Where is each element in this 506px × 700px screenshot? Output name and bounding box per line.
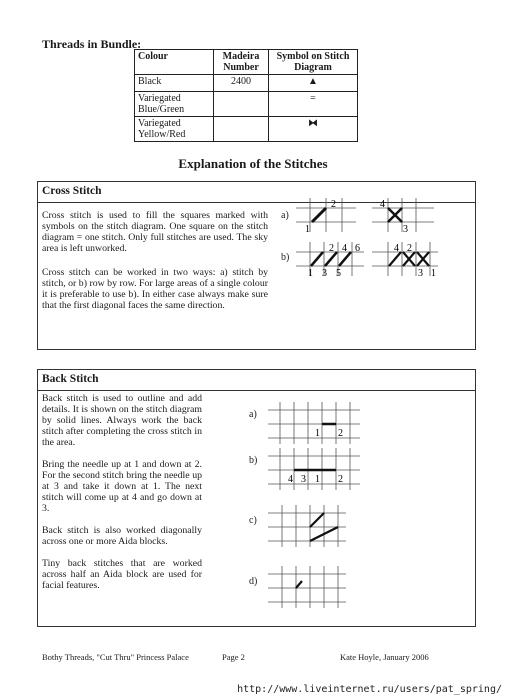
table-row xyxy=(135,75,358,92)
header-colour: Colour xyxy=(135,50,214,75)
row-number xyxy=(214,92,269,117)
triangle-symbol-icon: ▲ xyxy=(269,75,358,92)
cross-stitch-heading: Cross Stitch xyxy=(38,182,475,203)
diagram-number: 2 xyxy=(329,243,334,254)
diagram-number: 3 xyxy=(418,268,423,278)
diagram-number: 1 xyxy=(308,268,313,278)
watermark-url: http://www.liveinternet.ru/users/pat_spring/ xyxy=(237,684,502,695)
back-label-d: d) xyxy=(249,576,258,587)
diagram-number: 2 xyxy=(338,428,343,439)
diagram-number: 1 xyxy=(431,268,436,278)
diagram-number: 4 xyxy=(288,474,293,485)
explanation-title: Explanation of the Stitches xyxy=(178,156,328,171)
diagram-number: 4 xyxy=(380,199,385,210)
header-madeira-number: Madeira Number xyxy=(214,50,269,75)
back-label-a: a) xyxy=(249,409,257,420)
diagram-number: 1 xyxy=(315,474,320,485)
diagram-number: 1 xyxy=(305,224,310,234)
back-stitch-para-3: Back stitch is also worked diagonally across one or more Aida blocks. xyxy=(42,525,202,547)
threads-table xyxy=(134,49,358,142)
diagram-number: 3 xyxy=(301,474,306,485)
threads-title: Threads in Bundle: xyxy=(42,37,142,51)
back-stitch-para-4: Tiny back stitches that are worked across half an Aida block are used for facial features. xyxy=(42,558,202,591)
back-label-b: b) xyxy=(249,455,258,466)
cross-diagram-b2 xyxy=(372,242,438,278)
cross-label-b: b) xyxy=(281,252,290,263)
diagram-number: 2 xyxy=(331,199,336,210)
row-colour: Black xyxy=(135,75,214,92)
footer-page: Page 2 xyxy=(222,652,245,662)
diagram-number: 5 xyxy=(336,268,341,278)
back-diagram-a xyxy=(268,402,360,444)
diagram-number: 2 xyxy=(407,243,412,254)
table-row xyxy=(135,92,358,117)
threads-header-row xyxy=(135,50,358,75)
back-stitch-para-1: Back stitch is used to outline and add details. It is shown on the stitch diagram by solid lines. Always work the back stitch after completing the cross stitch in the area. xyxy=(42,393,202,448)
footer-left: Bothy Threads, "Cut Thru" Princess Palace xyxy=(42,652,189,662)
cross-label-a: a) xyxy=(281,210,289,221)
row-colour: Variegated Blue/Green xyxy=(135,92,214,117)
diagram-number: 3 xyxy=(322,268,327,278)
back-label-c: c) xyxy=(249,515,257,526)
diagram-number: 4 xyxy=(342,243,347,254)
back-stitch-heading: Back Stitch xyxy=(38,370,475,391)
back-diagram-d xyxy=(268,566,346,608)
header-symbol: Symbol on Stitch Diagram xyxy=(269,50,358,75)
cross-diagram-a1 xyxy=(296,198,356,234)
back-diagram-b xyxy=(268,448,360,490)
diagram-number: 2 xyxy=(338,474,343,485)
cross-stitch-para-2: Cross stitch can be worked in two ways: a) stitch by stitch, or b) row by row. For large areas of a single colour it is preferable to use b). In either case always make sure that the first diagonal faces the same direction. xyxy=(42,267,268,311)
footer-right: Kate Hoyle, January 2006 xyxy=(340,652,429,662)
back-stitch-para-2: Bring the needle up at 1 and down at 2. For the second stitch bring the needle up at 3 and take it down at 1. The next stitch will come up at 4 and go down at 3. xyxy=(42,459,202,514)
bowtie-symbol-icon: ⧓ xyxy=(269,117,358,142)
row-colour: Variegated Yellow/Red xyxy=(135,117,214,142)
equals-symbol-icon: = xyxy=(269,92,358,117)
diagram-number: 3 xyxy=(403,224,408,234)
diagram-number: 6 xyxy=(355,243,360,254)
back-diagram-c xyxy=(268,505,346,547)
row-number: 2400 xyxy=(214,75,269,92)
cross-diagram-b1 xyxy=(296,242,364,278)
table-row xyxy=(135,117,358,142)
cross-stitch-para-1: Cross stitch is used to fill the squares marked with symbols on the stitch diagram. One square on the stitch diagram = one stitch. Only full stitches are used. The sky area is left unworked. xyxy=(42,210,268,254)
diagram-number: 1 xyxy=(315,428,320,439)
row-number xyxy=(214,117,269,142)
cross-diagram-a2 xyxy=(372,198,434,234)
diagram-number: 4 xyxy=(394,243,399,254)
